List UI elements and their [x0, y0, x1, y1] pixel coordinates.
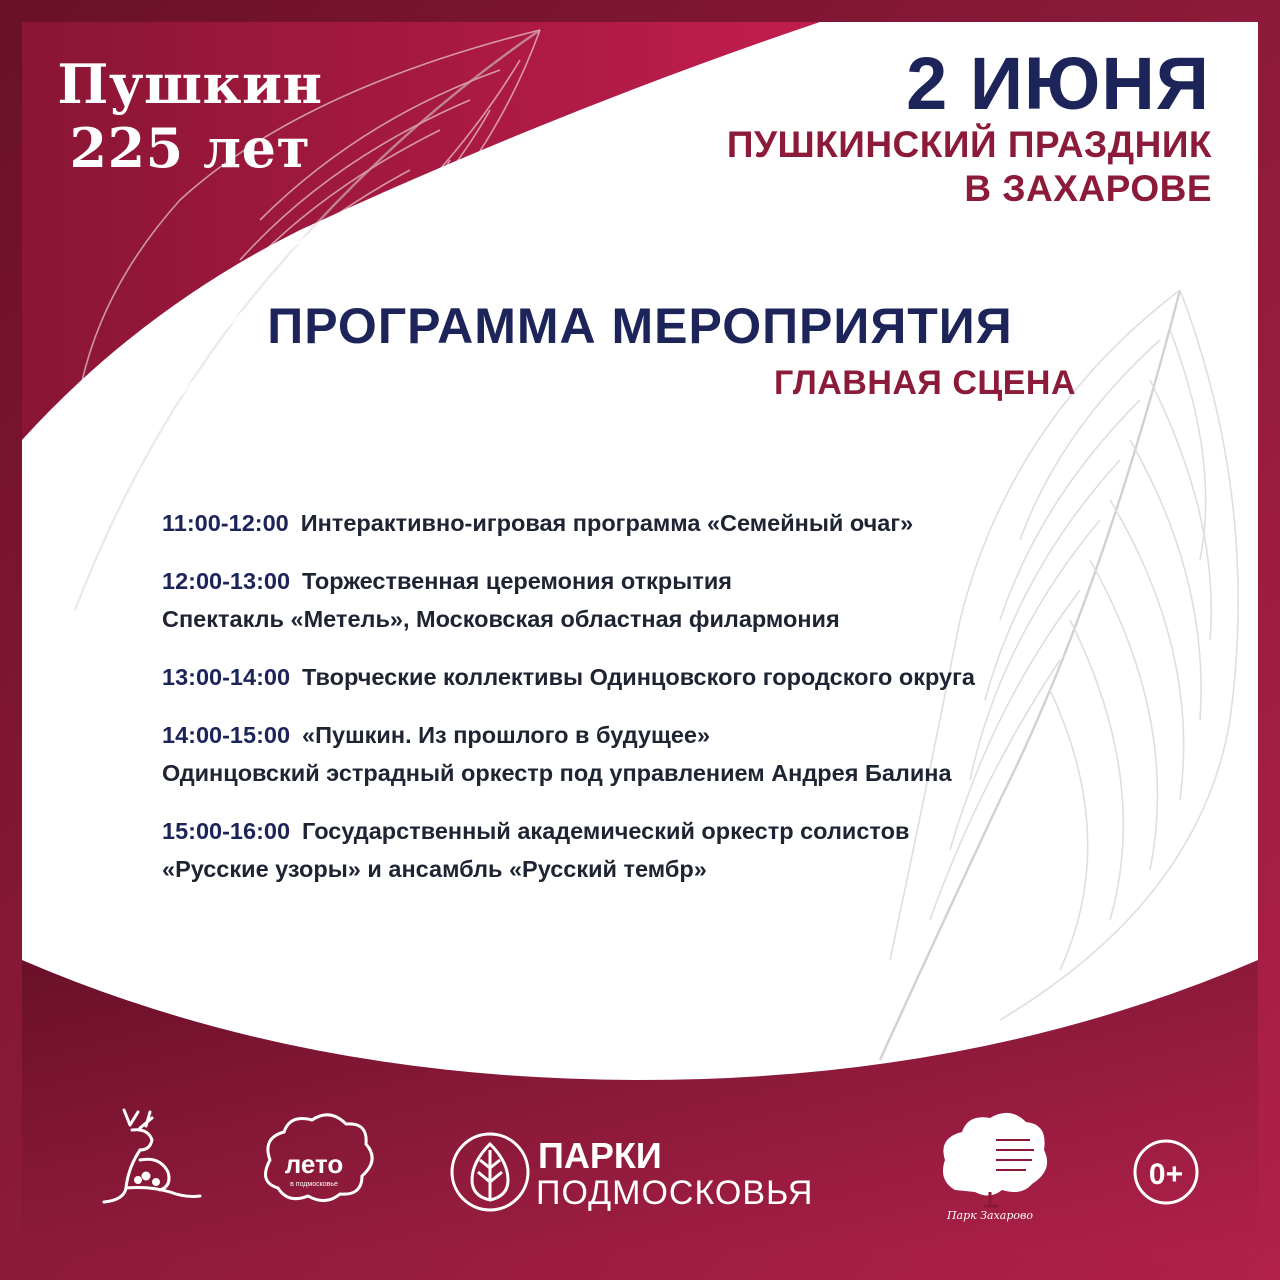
schedule-item [162, 504, 1182, 542]
deer-logo-icon [104, 1110, 200, 1202]
schedule-time: 15:00-16:00 [162, 818, 291, 844]
brand-line-1: Пушкин [57, 52, 323, 116]
schedule-text-line-2: Спектакль «Метель», Московская областная филармония [162, 606, 840, 632]
schedule-item [162, 562, 1182, 638]
program-subtitle: ГЛАВНАЯ СЦЕНА [773, 364, 1076, 402]
schedule-list [162, 504, 1182, 908]
parks-logo-line-1: ПАРКИ [538, 1135, 662, 1176]
age-rating-text: 0+ [1148, 1158, 1184, 1191]
schedule-text-line-2: «Русские узоры» и ансамбль «Русский тембр» [162, 856, 707, 882]
schedule-time: 14:00-15:00 [162, 722, 291, 748]
schedule-text: «Пушкин. Из прошлого в будущее» [302, 722, 711, 748]
program-title: ПРОГРАММА МЕРОПРИЯТИЯ [267, 298, 1013, 354]
event-name-line-1: ПУШКИНСКИЙ ПРАЗДНИК [726, 124, 1212, 165]
cloud-logo-icon [266, 1115, 373, 1201]
tree-logo-icon [943, 1113, 1047, 1206]
schedule-time: 12:00-13:00 [162, 568, 291, 594]
schedule-time: 13:00-14:00 [162, 664, 291, 690]
schedule-item [162, 812, 1182, 888]
parks-logo-line-2: ПОДМОСКОВЬЯ [536, 1174, 814, 1212]
schedule-text: Торжественная церемония открытия [302, 568, 732, 594]
schedule-item [162, 716, 1182, 792]
schedule-item [162, 658, 1182, 696]
schedule-text-line-2: Одинцовский эстрадный оркестр под управлением Андрея Балина [162, 760, 952, 786]
event-name-line-2: В ЗАХАРОВЕ [964, 168, 1212, 209]
age-rating-badge [1135, 1141, 1197, 1203]
event-name [727, 123, 1212, 211]
brand-title [40, 52, 340, 180]
event-date: 2 ИЮНЯ [906, 42, 1210, 125]
brand-line-2: 225 лет [69, 116, 311, 180]
leto-logo-small: в подмосковье [290, 1181, 338, 1188]
schedule-text: Государственный академический оркестр солистов [302, 818, 910, 844]
zakharovo-logo-caption: Парк Захарово [946, 1209, 1034, 1222]
footer-logos [0, 1100, 1280, 1230]
schedule-text: Интерактивно-игровая программа «Семейный очаг» [300, 510, 914, 536]
leaf-logo-icon [452, 1134, 528, 1210]
schedule-text: Творческие коллективы Одинцовского городского округа [302, 664, 975, 690]
leto-logo-word: лето [284, 1149, 344, 1179]
schedule-time: 11:00-12:00 [162, 510, 289, 536]
